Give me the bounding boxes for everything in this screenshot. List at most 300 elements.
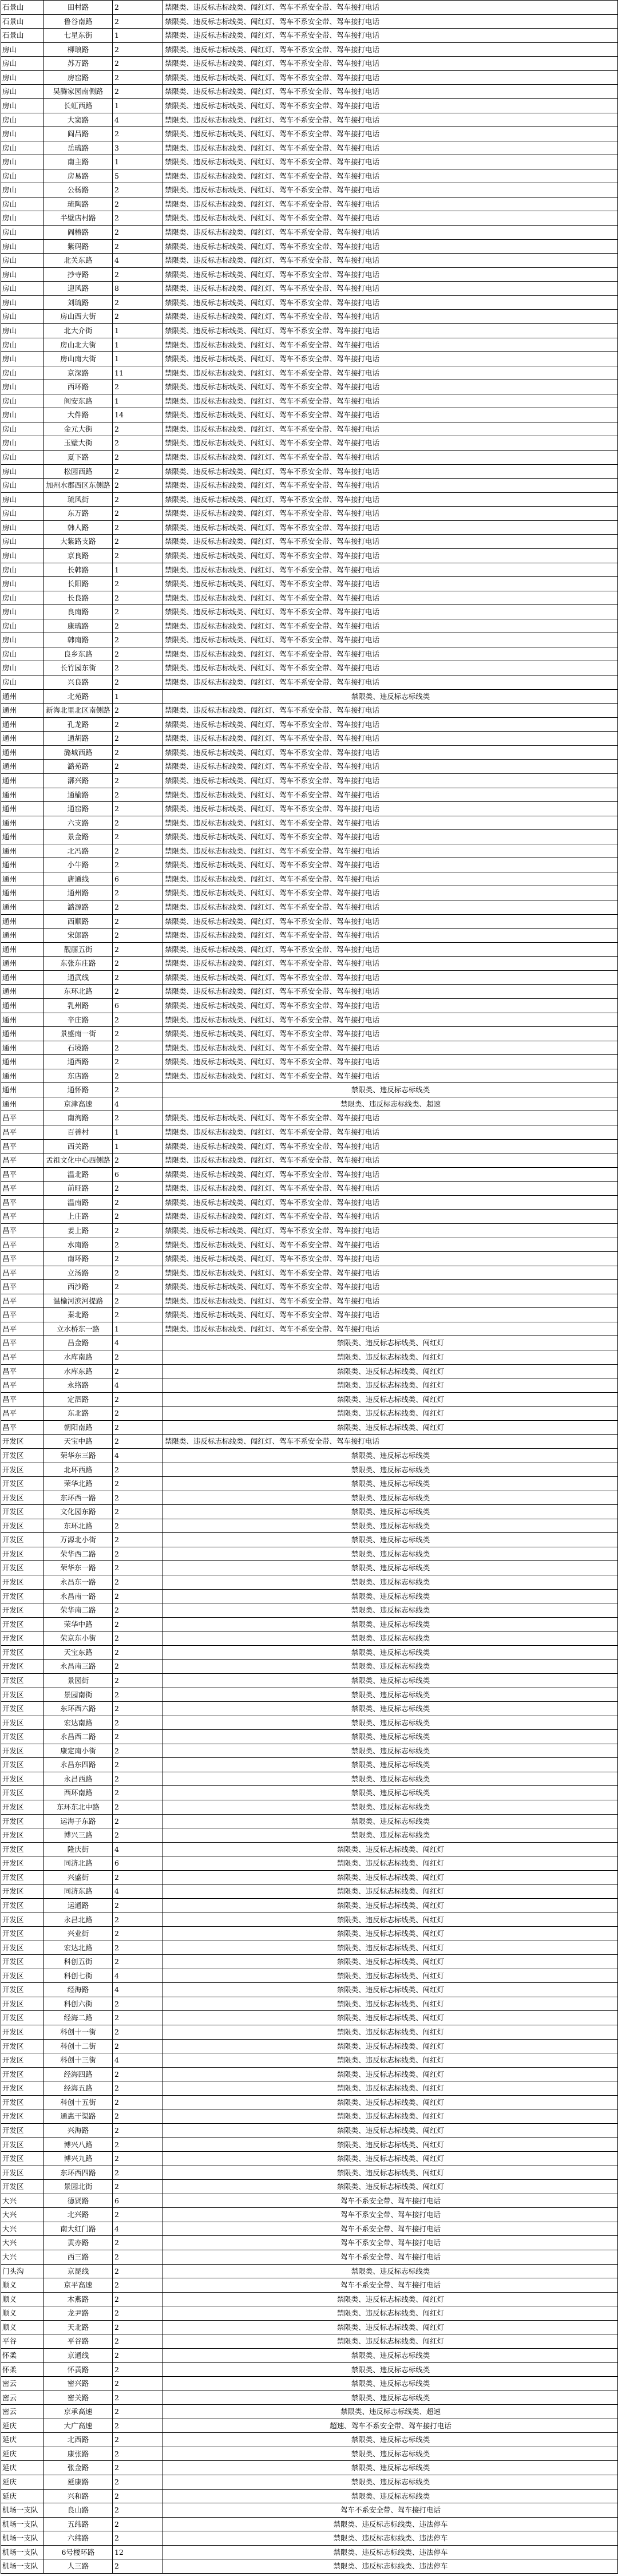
violation-type-cell: 禁限类、违反标志标线类、闯红灯 [163, 1969, 618, 1983]
violation-type-cell: 禁限类、违反标志标线类、闯红灯、驾车不系安全带、驾车接打电话 [163, 1210, 618, 1224]
violation-type-cell: 禁限类、违反标志标线类、闯红灯、驾车不系安全带、驾车接打电话 [163, 451, 618, 465]
road-cell: 东店路 [44, 1069, 113, 1083]
count-cell: 1 [113, 1322, 163, 1336]
violation-type-cell: 禁限类、违反标志标线类、闯红灯、驾车不系安全带、驾车接打电话 [163, 1294, 618, 1308]
district-cell: 开发区 [1, 2152, 44, 2166]
table-row [1, 2348, 618, 2362]
violation-type-cell: 禁限类、违反标志标线类 [163, 1547, 618, 1561]
table-row [1, 2306, 618, 2321]
violation-type-cell: 禁限类、违反标志标线类 [163, 1477, 618, 1491]
violation-type-cell: 禁限类、违反标志标线类、闯红灯、驾车不系安全带、驾车接打电话 [163, 1069, 618, 1083]
district-cell: 开发区 [1, 1716, 44, 1730]
violation-type-cell: 禁限类、违反标志标线类、闯红灯、驾车不系安全带、驾车接打电话 [163, 816, 618, 830]
district-cell: 昌平 [1, 1125, 44, 1140]
road-cell: 通胡路 [44, 732, 113, 746]
count-cell: 2 [113, 1603, 163, 1618]
table-row [1, 169, 618, 183]
table-row [1, 226, 618, 240]
violation-type-cell: 禁限类、违反标志标线类 [163, 1491, 618, 1505]
district-cell: 通州 [1, 998, 44, 1013]
district-cell: 开发区 [1, 1617, 44, 1631]
table-row [1, 464, 618, 479]
count-cell: 2 [113, 1898, 163, 1913]
road-cell: 万源北小街 [44, 1533, 113, 1547]
count-cell: 2 [113, 535, 163, 549]
count-cell: 2 [113, 788, 163, 802]
road-cell: 阎安东路 [44, 394, 113, 408]
district-cell: 昌平 [1, 1223, 44, 1238]
table-row [1, 1350, 618, 1365]
table-row [1, 1631, 618, 1646]
table-row [1, 2320, 618, 2334]
district-cell: 开发区 [1, 2025, 44, 2040]
table-row [1, 451, 618, 465]
violation-type-cell: 超速、驾车不系安全带、驾车接打电话 [163, 2419, 618, 2433]
count-cell: 2 [113, 985, 163, 999]
road-cell: 博兴三路 [44, 1828, 113, 1843]
district-cell: 通州 [1, 929, 44, 943]
count-cell: 2 [113, 900, 163, 915]
table-row [1, 1392, 618, 1406]
district-cell: 开发区 [1, 1744, 44, 1758]
violation-type-cell: 禁限类、违反标志标线类、闯红灯、驾车不系安全带、驾车接打电话 [163, 479, 618, 493]
count-cell: 2 [113, 2152, 163, 2166]
table-row [1, 1716, 618, 1730]
violation-type-cell: 禁限类、违反标志标线类、闯红灯、驾车不系安全带、驾车接打电话 [163, 197, 618, 211]
road-cell: 孔龙路 [44, 717, 113, 732]
table-row [1, 1814, 618, 1828]
road-cell: 木燕路 [44, 2292, 113, 2306]
violation-type-cell: 禁限类、违反标志标线类、闯红灯、驾车不系安全带、驾车接打电话 [163, 127, 618, 141]
count-cell: 2 [113, 802, 163, 816]
table-row [1, 1645, 618, 1660]
district-cell: 密云 [1, 2377, 44, 2391]
road-cell: 六纬路 [44, 2531, 113, 2546]
road-cell: 京良路 [44, 548, 113, 563]
count-cell: 2 [113, 704, 163, 718]
road-cell: 秦北路 [44, 1308, 113, 1322]
violation-type-cell: 禁限类、违反标志标线类、超速 [163, 2405, 618, 2419]
road-cell: 南洵路 [44, 1111, 113, 1125]
table-row [1, 1575, 618, 1590]
road-cell: 辛庄路 [44, 1013, 113, 1027]
table-body [1, 1, 618, 2574]
table-row [1, 2152, 618, 2166]
table-row [1, 1884, 618, 1899]
district-cell: 开发区 [1, 1645, 44, 1660]
count-cell: 2 [113, 2419, 163, 2433]
road-cell: 东环北路 [44, 985, 113, 999]
road-cell: 文化园东路 [44, 1505, 113, 1519]
road-cell: 水库南路 [44, 1350, 113, 1365]
violation-type-cell: 禁限类、违反标志标线类 [163, 1617, 618, 1631]
road-cell: 迎风路 [44, 282, 113, 296]
road-cell: 阎吕路 [44, 127, 113, 141]
road-cell: 荣京东小街 [44, 1631, 113, 1646]
road-cell: 经海四路 [44, 2067, 113, 2081]
table-row [1, 2236, 618, 2250]
district-cell: 通州 [1, 732, 44, 746]
count-cell: 2 [113, 661, 163, 675]
district-cell: 通州 [1, 844, 44, 858]
table-row [1, 408, 618, 422]
district-cell: 延庆 [1, 2419, 44, 2433]
table-row [1, 2405, 618, 2419]
table-row [1, 1744, 618, 1758]
violation-type-cell: 禁限类、违反标志标线类 [163, 1673, 618, 1688]
district-cell: 开发区 [1, 1941, 44, 1955]
table-row [1, 1308, 618, 1322]
road-cell: 通惠干渠路 [44, 2109, 113, 2124]
table-row [1, 2039, 618, 2053]
district-cell: 通州 [1, 872, 44, 886]
table-row [1, 2334, 618, 2349]
violation-type-cell: 禁限类、违反标志标线类、闯红灯、驾车不系安全带、驾车接打电话 [163, 29, 618, 43]
district-cell: 房山 [1, 464, 44, 479]
count-cell: 2 [113, 2405, 163, 2419]
district-cell: 昌平 [1, 1294, 44, 1308]
violation-type-cell: 禁限类、违反标志标线类、闯红灯、驾车不系安全带、驾车接打电话 [163, 970, 618, 985]
road-cell: 荣华南二路 [44, 1603, 113, 1618]
district-cell: 昌平 [1, 1280, 44, 1294]
district-cell: 房山 [1, 548, 44, 563]
table-row [1, 1561, 618, 1575]
violation-type-cell: 禁限类、违反标志标线类 [163, 2362, 618, 2377]
count-cell: 2 [113, 2208, 163, 2222]
count-cell: 2 [113, 197, 163, 211]
road-cell: 长韩路 [44, 563, 113, 577]
road-cell: 通西路 [44, 1055, 113, 1069]
count-cell: 2 [113, 886, 163, 900]
district-cell: 房山 [1, 57, 44, 71]
count-cell: 2 [113, 1927, 163, 1941]
road-cell: 科创十二街 [44, 2039, 113, 2053]
road-cell: 石境路 [44, 1041, 113, 1055]
district-cell: 开发区 [1, 1997, 44, 2011]
violation-type-cell: 禁限类、违反标志标线类、闯红灯、驾车不系安全带、驾车接打电话 [163, 380, 618, 394]
violation-type-cell: 禁限类、违反标志标线类、闯红灯、驾车不系安全带、驾车接打电话 [163, 464, 618, 479]
district-cell: 开发区 [1, 1463, 44, 1477]
count-cell: 2 [113, 2278, 163, 2293]
district-cell: 房山 [1, 239, 44, 254]
district-cell: 开发区 [1, 1927, 44, 1941]
district-cell: 开发区 [1, 1448, 44, 1463]
violation-type-cell: 禁限类、违反标志标线类、闯红灯、驾车不系安全带、驾车接打电话 [163, 872, 618, 886]
road-cell: 永昌东一路 [44, 1575, 113, 1590]
count-cell: 2 [113, 2461, 163, 2475]
road-cell: 通榆路 [44, 788, 113, 802]
count-cell: 4 [113, 1097, 163, 1111]
violation-type-cell: 禁限类、违反标志标线类、闯红灯 [163, 2138, 618, 2152]
count-cell: 2 [113, 1533, 163, 1547]
table-row [1, 1238, 618, 1252]
district-cell: 房山 [1, 591, 44, 605]
count-cell: 2 [113, 2391, 163, 2405]
district-cell: 开发区 [1, 1673, 44, 1688]
district-cell: 开发区 [1, 1477, 44, 1491]
district-cell: 通州 [1, 900, 44, 915]
count-cell: 2 [113, 2362, 163, 2377]
count-cell: 2 [113, 70, 163, 85]
violation-type-cell: 禁限类、违反标志标线类、闯红灯、驾车不系安全带、驾车接打电话 [163, 394, 618, 408]
district-cell: 房山 [1, 42, 44, 57]
count-cell: 2 [113, 85, 163, 99]
road-cell: 房易路 [44, 169, 113, 183]
road-cell: 通窑路 [44, 802, 113, 816]
district-cell: 机场一支队 [1, 2517, 44, 2531]
count-cell: 2 [113, 1013, 163, 1027]
road-cell: 天宝东路 [44, 1645, 113, 1660]
table-row [1, 141, 618, 155]
violation-type-cell: 禁限类、违反标志标线类、闯红灯、驾车不系安全带、驾车接打电话 [163, 310, 618, 324]
district-cell: 房山 [1, 85, 44, 99]
count-cell: 2 [113, 1828, 163, 1843]
district-cell: 房山 [1, 633, 44, 647]
violation-type-cell: 禁限类、违反标志标线类、闯红灯、驾车不系安全带、驾车接打电话 [163, 661, 618, 675]
count-cell: 2 [113, 1913, 163, 1927]
count-cell: 2 [113, 1223, 163, 1238]
violation-type-cell: 禁限类、违反标志标线类、闯红灯、驾车不系安全带、驾车接打电话 [163, 1125, 618, 1140]
violation-type-cell: 禁限类、违反标志标线类、闯红灯、驾车不系安全带、驾车接打电话 [163, 1435, 618, 1449]
table-row [1, 2377, 618, 2391]
district-cell: 开发区 [1, 1575, 44, 1590]
count-cell: 2 [113, 2109, 163, 2124]
violation-type-cell: 禁限类、违反标志标线类、闯红灯、驾车不系安全带、驾车接打电话 [163, 226, 618, 240]
table-row [1, 675, 618, 690]
table-row [1, 985, 618, 999]
count-cell: 2 [113, 1435, 163, 1449]
violation-type-cell: 驾车不系安全带、驾车接打电话 [163, 2250, 618, 2265]
table-row [1, 42, 618, 57]
district-cell: 昌平 [1, 1210, 44, 1224]
violation-type-cell: 禁限类、违反标志标线类、闯红灯 [163, 2081, 618, 2096]
violation-type-cell: 禁限类、违反标志标线类 [163, 2433, 618, 2447]
table-row [1, 2447, 618, 2461]
district-cell: 房山 [1, 310, 44, 324]
table-row [1, 366, 618, 380]
violation-type-cell: 禁限类、违反标志标线类、闯红灯、驾车不系安全带、驾车接打电话 [163, 254, 618, 268]
count-cell: 2 [113, 1814, 163, 1828]
road-cell: 温北路 [44, 1167, 113, 1182]
table-row [1, 1519, 618, 1533]
road-cell: 长阳路 [44, 577, 113, 591]
district-cell: 开发区 [1, 1702, 44, 1716]
road-cell: 同济北路 [44, 1856, 113, 1871]
count-cell: 2 [113, 647, 163, 661]
violation-type-cell: 禁限类、违反标志标线类、违法停车 [163, 2545, 618, 2559]
count-cell: 2 [113, 1589, 163, 1603]
violation-type-cell: 禁限类、违反标志标线类 [163, 1716, 618, 1730]
district-cell: 昌平 [1, 1406, 44, 1421]
violation-type-cell: 禁限类、违反标志标线类、闯红灯 [163, 2320, 618, 2334]
table-row [1, 1603, 618, 1618]
count-cell: 2 [113, 1406, 163, 1421]
district-cell: 开发区 [1, 2011, 44, 2025]
table-row [1, 929, 618, 943]
table-row [1, 211, 618, 226]
table-row [1, 2264, 618, 2278]
table-row [1, 1898, 618, 1913]
road-cell: 北环西路 [44, 1463, 113, 1477]
table-row [1, 183, 618, 197]
count-cell: 2 [113, 1673, 163, 1688]
district-cell: 大兴 [1, 2194, 44, 2208]
violation-type-cell: 驾车不系安全带、驾车接打电话 [163, 2194, 618, 2208]
table-row [1, 2433, 618, 2447]
district-cell: 通州 [1, 1083, 44, 1097]
road-cell: 博兴八路 [44, 2138, 113, 2152]
district-cell: 开发区 [1, 2138, 44, 2152]
road-cell: 京平高速 [44, 2278, 113, 2293]
table-row [1, 1828, 618, 1843]
violation-type-cell: 禁限类、违反标志标线类 [163, 1758, 618, 1772]
road-cell: 六支路 [44, 816, 113, 830]
violation-type-cell: 禁限类、违反标志标线类、闯红灯、驾车不系安全带、驾车接打电话 [163, 98, 618, 113]
table-row [1, 2109, 618, 2124]
violation-type-cell: 禁限类、违反标志标线类 [163, 1575, 618, 1590]
district-cell: 通州 [1, 816, 44, 830]
road-cell: 温南路 [44, 1195, 113, 1210]
violation-type-cell: 禁限类、违反标志标线类、闯红灯、驾车不系安全带、驾车接打电话 [163, 1013, 618, 1027]
count-cell: 2 [113, 14, 163, 29]
district-cell: 房山 [1, 211, 44, 226]
road-cell: 德贤路 [44, 2194, 113, 2208]
district-cell: 顺义 [1, 2278, 44, 2293]
table-row [1, 1041, 618, 1055]
road-cell: 北关东路 [44, 254, 113, 268]
count-cell: 2 [113, 1758, 163, 1772]
district-cell: 通州 [1, 858, 44, 872]
violation-type-cell: 禁限类、违反标志标线类、闯红灯、驾车不系安全带、驾车接打电话 [163, 1266, 618, 1280]
table-row [1, 2391, 618, 2405]
count-cell: 2 [113, 2025, 163, 2040]
district-cell: 房山 [1, 70, 44, 85]
violation-type-cell: 禁限类、违反标志标线类、闯红灯、驾车不系安全带、驾车接打电话 [163, 900, 618, 915]
district-cell: 房山 [1, 451, 44, 465]
violation-type-cell: 禁限类、违反标志标线类、闯红灯、驾车不系安全带、驾车接打电话 [163, 282, 618, 296]
table-row [1, 492, 618, 507]
count-cell: 2 [113, 2377, 163, 2391]
count-cell: 2 [113, 1420, 163, 1435]
violation-type-cell: 禁限类、违反标志标线类、闯红灯、驾车不系安全带、驾车接打电话 [163, 85, 618, 99]
table-row [1, 1913, 618, 1927]
table-row [1, 1758, 618, 1772]
district-cell: 延庆 [1, 2433, 44, 2447]
table-row [1, 1927, 618, 1941]
road-cell: 抄寺路 [44, 267, 113, 282]
table-row [1, 1406, 618, 1421]
violation-type-cell: 禁限类、违反标志标线类 [163, 1800, 618, 1815]
table-row [1, 394, 618, 408]
table-row [1, 295, 618, 310]
count-cell: 1 [113, 352, 163, 366]
road-cell: 长竹园东街 [44, 661, 113, 675]
road-cell: 南主路 [44, 155, 113, 169]
road-cell: 荣华中路 [44, 1617, 113, 1631]
district-cell: 开发区 [1, 1730, 44, 1744]
violation-type-cell: 禁限类、违反标志标线类、闯红灯、驾车不系安全带、驾车接打电话 [163, 577, 618, 591]
road-cell: 西沙路 [44, 1280, 113, 1294]
count-cell: 2 [113, 2264, 163, 2278]
district-cell: 石景山 [1, 14, 44, 29]
violation-type-cell: 禁限类、违反标志标线类、闯红灯、驾车不系安全带、驾车接打电话 [163, 844, 618, 858]
road-cell: 公杨路 [44, 183, 113, 197]
count-cell: 2 [113, 619, 163, 633]
district-cell: 昌平 [1, 1252, 44, 1266]
count-cell: 2 [113, 267, 163, 282]
district-cell: 石景山 [1, 29, 44, 43]
count-cell: 2 [113, 1870, 163, 1884]
road-cell: 运通路 [44, 1898, 113, 1913]
table-row [1, 732, 618, 746]
violation-type-cell: 禁限类、违反标志标线类、违法停车 [163, 2559, 618, 2574]
district-cell: 房山 [1, 605, 44, 619]
violation-type-cell: 禁限类、违反标志标线类、闯红灯 [163, 2152, 618, 2166]
district-cell: 房山 [1, 577, 44, 591]
violation-type-cell: 禁限类、违反标志标线类、闯红灯、驾车不系安全带、驾车接打电话 [163, 858, 618, 872]
district-cell: 通州 [1, 717, 44, 732]
violation-type-cell: 禁限类、违反标志标线类、闯红灯、驾车不系安全带、驾车接打电话 [163, 155, 618, 169]
district-cell: 开发区 [1, 1842, 44, 1856]
count-cell: 2 [113, 1364, 163, 1378]
count-cell: 2 [113, 2292, 163, 2306]
road-cell: 永昌东四路 [44, 1758, 113, 1772]
district-cell: 开发区 [1, 1435, 44, 1449]
road-cell: 科创十五街 [44, 2095, 113, 2109]
violation-type-cell: 禁限类、违反标志标线类、闯红灯 [163, 2334, 618, 2349]
table-row [1, 816, 618, 830]
count-cell: 4 [113, 1842, 163, 1856]
district-cell: 昌平 [1, 1167, 44, 1182]
count-cell: 2 [113, 844, 163, 858]
violation-type-cell: 禁限类、违反标志标线类、闯红灯、驾车不系安全带、驾车接打电话 [163, 957, 618, 971]
road-cell: 密兴路 [44, 2377, 113, 2391]
count-cell: 2 [113, 2334, 163, 2349]
violation-type-cell: 禁限类、违反标志标线类、闯红灯 [163, 1420, 618, 1435]
count-cell: 2 [113, 914, 163, 929]
count-cell: 2 [113, 422, 163, 436]
count-cell: 2 [113, 2348, 163, 2362]
district-cell: 延庆 [1, 2489, 44, 2503]
violation-type-cell: 禁限类、违反标志标线类、闯红灯、驾车不系安全带、驾车接打电话 [163, 1139, 618, 1153]
road-cell: 韩南路 [44, 633, 113, 647]
road-cell: 京承高速 [44, 2405, 113, 2419]
count-cell: 1 [113, 689, 163, 704]
district-cell: 开发区 [1, 2095, 44, 2109]
violation-type-cell: 禁限类、违反标志标线类 [163, 2447, 618, 2461]
table-row [1, 1505, 618, 1519]
violation-type-cell: 驾车不系安全带、驾车接打电话 [163, 2236, 618, 2250]
count-cell: 2 [113, 479, 163, 493]
road-cell: 潞苑路 [44, 760, 113, 774]
violation-type-cell: 禁限类、违反标志标线类、闯红灯、驾车不系安全带、驾车接打电话 [163, 760, 618, 774]
count-cell: 2 [113, 1252, 163, 1266]
violation-type-cell: 禁限类、违反标志标线类、闯红灯 [163, 1364, 618, 1378]
count-cell: 3 [113, 141, 163, 155]
count-cell: 2 [113, 1575, 163, 1590]
violation-type-cell: 禁限类、违反标志标线类、闯红灯、驾车不系安全带、驾车接打电话 [163, 704, 618, 718]
violation-type-cell: 禁限类、违反标志标线类、闯红灯、驾车不系安全带、驾车接打电话 [163, 830, 618, 844]
violation-type-cell: 禁限类、违反标志标线类、违法停车 [163, 2517, 618, 2531]
count-cell: 2 [113, 2081, 163, 2096]
count-cell: 2 [113, 1210, 163, 1224]
violation-type-cell: 禁限类、违反标志标线类、闯红灯、驾车不系安全带、驾车接打电话 [163, 619, 618, 633]
district-cell: 通州 [1, 886, 44, 900]
district-cell: 通州 [1, 914, 44, 929]
table-row [1, 2531, 618, 2546]
table-row [1, 1870, 618, 1884]
violation-type-cell: 禁限类、违反标志标线类 [163, 2475, 618, 2490]
